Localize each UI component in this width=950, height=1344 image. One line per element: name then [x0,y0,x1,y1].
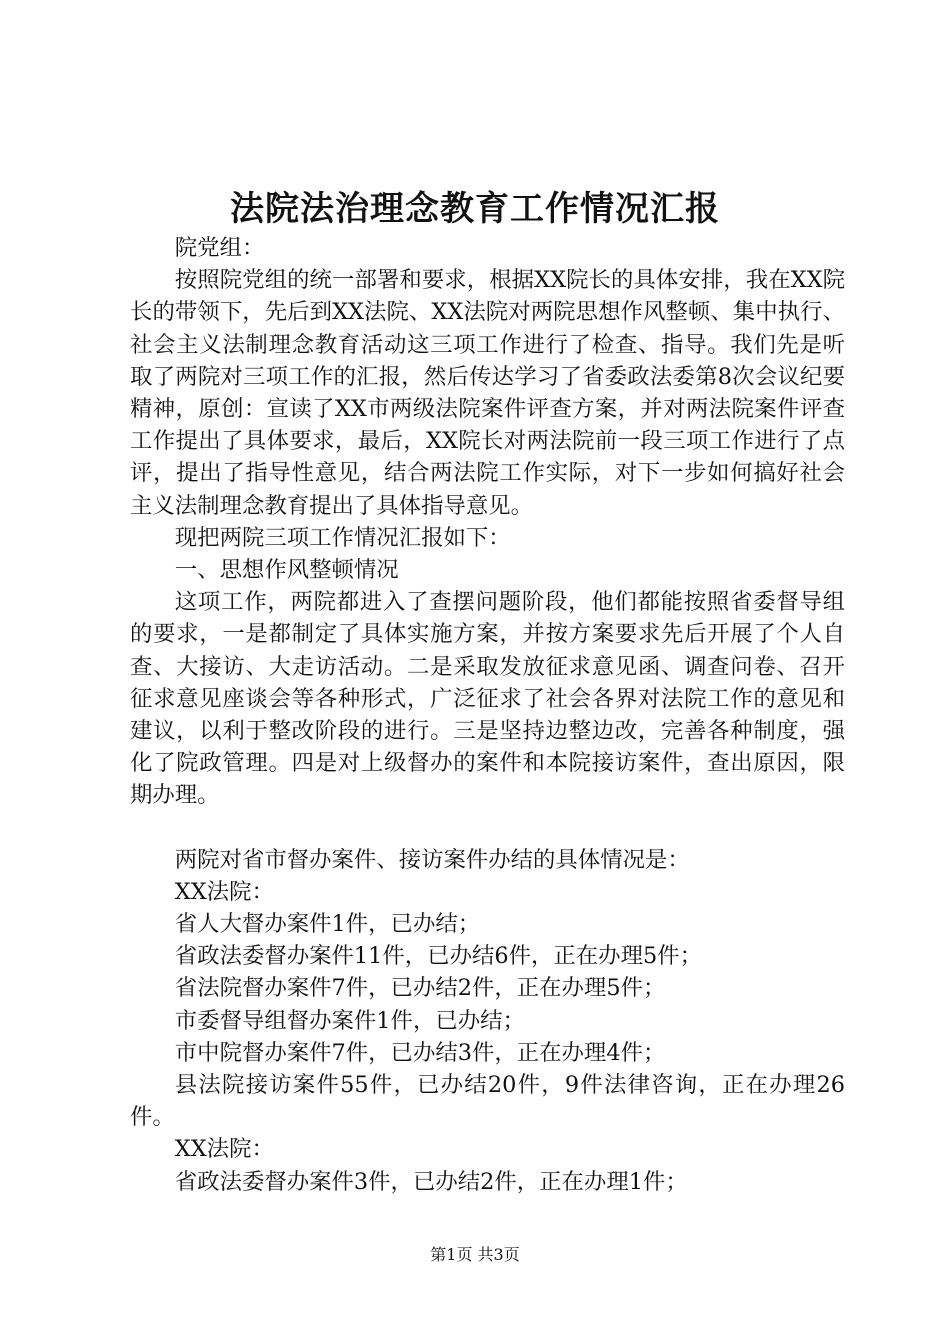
section-heading: 一、思想作风整顿情况 [174,557,399,584]
case-line: 省人大督办案件1件，已办结； [174,911,481,938]
case-line: 市委督导组督办案件1件，已办结； [174,1007,525,1034]
court-label-2: XX法院： [174,1136,274,1163]
case-line: 省政法委督办案件11件，已办结6件，正在办理5件； [174,943,702,970]
document-title: 法院法治理念教育工作情况汇报 [230,189,720,229]
case-line: 市中院督办案件7件，已办结3件，正在办理4件； [174,1039,666,1066]
document-body [130,232,845,1198]
case-line: 省法院督办案件7件，已办结2件，正在办理5件； [174,975,666,1002]
paragraph-cases-intro: 两院对省市督办案件、接访案件办结的具体情况是： [174,846,690,873]
page-footer: 第1页 共3页 [430,1245,520,1264]
paragraph-lead: 现把两院三项工作情况汇报如下： [174,524,511,551]
paragraph-section-1: 这项工作，两院都进入了查摆问题阶段，他们都能按照省委督导组的要求，一是都制定了具体实施方案，并按方案要求先后开展了个人自查、大接访、大走访活动。二是采取发放征求意见函、调查问卷、召开征求意见座谈会等各种形式，广泛征求了社会各界对法院工作的意见和建议，以利于整改阶段的进行。三是坚持边整边改，完善各种制度，强化了院政管理。四是对上级督办的案件和本院接访案件，查出原因，限期办理。 [130,589,845,809]
case-line: 县法院接访案件55件，已办结20件，9件法律咨询，正在办理26件。 [130,1072,845,1131]
paragraph-intro: 按照院党组的统一部署和要求，根据XX院长的具体安排，我在XX院长的带领下，先后到XX法院、XX法院对两院思想作风整顿、集中执行、社会主义法制理念教育活动这三项工作进行了检查、指导。我们先是听取了两院对三项工作的汇报，然后传达学习了省委政法委第8次会议纪要精神，原创：宣读了XX市两级法院案件评查方案，并对两法院案件评查工作提出了具体要求，最后，XX院长对两法院前一段三项工作进行了点评，提出了指导性意见，结合两法院工作实际，对下一步如何搞好社会主义法制理念教育提出了具体指导意见。 [130,267,845,519]
salutation: 院党组： [174,235,265,261]
court-label-1: XX法院： [174,878,274,905]
case-line: 省政法委督办案件3件，已办结2件，正在办理1件； [174,1168,688,1195]
